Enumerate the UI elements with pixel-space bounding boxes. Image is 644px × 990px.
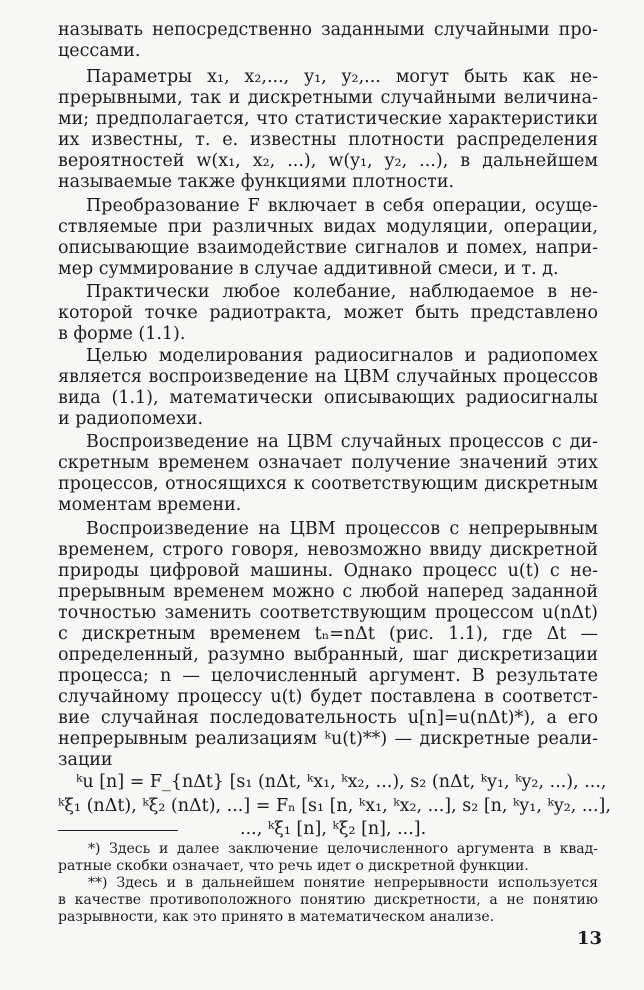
text-line: временем, строго говоря, невозможно ввиду дискретной — [58, 540, 598, 560]
text-line: называемые также функциями плотности. — [58, 172, 455, 192]
text-line: вие случайная последовательность u[n]=u(nΔt)*), а его — [58, 708, 598, 728]
text-line: ми; предполагается, что статистические характеристики — [58, 109, 598, 129]
footnote-line: разрывности, как это принято в математическом анализе. — [58, 909, 495, 925]
text-line: случайному процессу u(t) будет поставлена в соответст- — [58, 687, 598, 707]
text-line: является воспроизведение на ЦВМ случайных процессов — [58, 367, 598, 387]
text-line: природы цифровой машины. Однако процесс u(t) с не- — [58, 561, 598, 581]
text-line: непрерывным реализациям ᵏu(t)**) — дискретные реали- — [58, 729, 598, 749]
text-line: Воспроизведение на ЦВМ случайных процессов с ди- — [86, 432, 598, 452]
text-line: которой точке радиотракта, может быть представлено — [58, 303, 598, 323]
text-line: цессами. — [58, 41, 141, 61]
text-line: в форме (1.1). — [58, 324, 186, 344]
text-line: ствляемые при различных видах модуляции, операции, — [58, 217, 598, 237]
text-line: их известны, т. е. известны плотности распределения — [58, 130, 598, 150]
text-line: с дискретным временем tₙ=nΔt (рис. 1.1), где Δt — — [58, 624, 598, 644]
formula-line: ..., ᵏξ₁ [n], ᵏξ₂ [n], ...]. — [240, 819, 427, 839]
text-line: точностью заменить соответствующим процессом u(nΔt) — [58, 603, 598, 623]
text-line: прерывным временем можно с любой наперед заданной — [58, 582, 598, 602]
footnote-line: *) Здесь и далее заключение целочисленного аргумента в квад- — [88, 841, 598, 857]
text-line: Целью моделирования радиосигналов и радиопомех — [86, 346, 598, 366]
text-line: Преобразование F включает в себя операции, осуще- — [86, 196, 598, 216]
formula-line: ᵏξ₁ (nΔt), ᵏξ₂ (nΔt), ...] = Fₙ [s₁ [n, ᵏx₁, ᵏx₂, ...], s₂ [n, ᵏy₁, ᵏy₂, ...], — [58, 796, 611, 816]
text-line: называть непосредственно заданными случайными про- — [58, 20, 598, 40]
footnote-divider — [58, 830, 178, 831]
text-line: вероятностей w(x₁, x₂, ...), w(y₁, y₂, ...), в дальнейшем — [58, 151, 598, 171]
text-line: Воспроизведение на ЦВМ процессов с непрерывным — [86, 519, 598, 539]
text-line: Практически любое колебание, наблюдаемое в не- — [86, 282, 598, 302]
text-line: мер суммирование в случае аддитивной смеси, и т. д. — [58, 259, 559, 279]
text-line: вида (1.1), математически описывающих радиосигналы — [58, 388, 598, 408]
text-line: и радиопомехи. — [58, 409, 204, 429]
text-line: описывающие взаимодействие сигналов и помех, напри- — [58, 238, 598, 258]
text-line: Параметры x₁, x₂,..., y₁, y₂,... могут быть как не- — [86, 67, 598, 87]
text-line: определенный, разумно выбранный, шаг дискретизации — [58, 645, 598, 665]
text-line: моментам времени. — [58, 495, 242, 515]
text-line: зации — [58, 750, 113, 770]
footnote-line: ратные скобки означает, что речь идет о дискретной функции. — [58, 858, 529, 874]
footnote-line: **) Здесь и в дальнейшем понятие непрерывности используется — [88, 875, 598, 891]
footnote-line: в качестве противоположного понятию дискретности, а не понятию — [58, 892, 598, 908]
formula-line: ᵏu [n] = F_{nΔt} [s₁ (nΔt, ᵏx₁, ᵏx₂, ...), s₂ (nΔt, ᵏy₁, ᵏy₂, ...), ..., — [76, 772, 607, 792]
text-line: прерывными, так и дискретными случайными величина- — [58, 88, 598, 108]
text-line: процесса; n — целочисленный аргумент. В результате — [58, 666, 598, 686]
text-line: скретным временем означает получение значений этих — [58, 453, 598, 473]
text-line: процессов, относящихся к соответствующим дискретным — [58, 474, 598, 494]
page-number: 13 — [577, 928, 603, 949]
